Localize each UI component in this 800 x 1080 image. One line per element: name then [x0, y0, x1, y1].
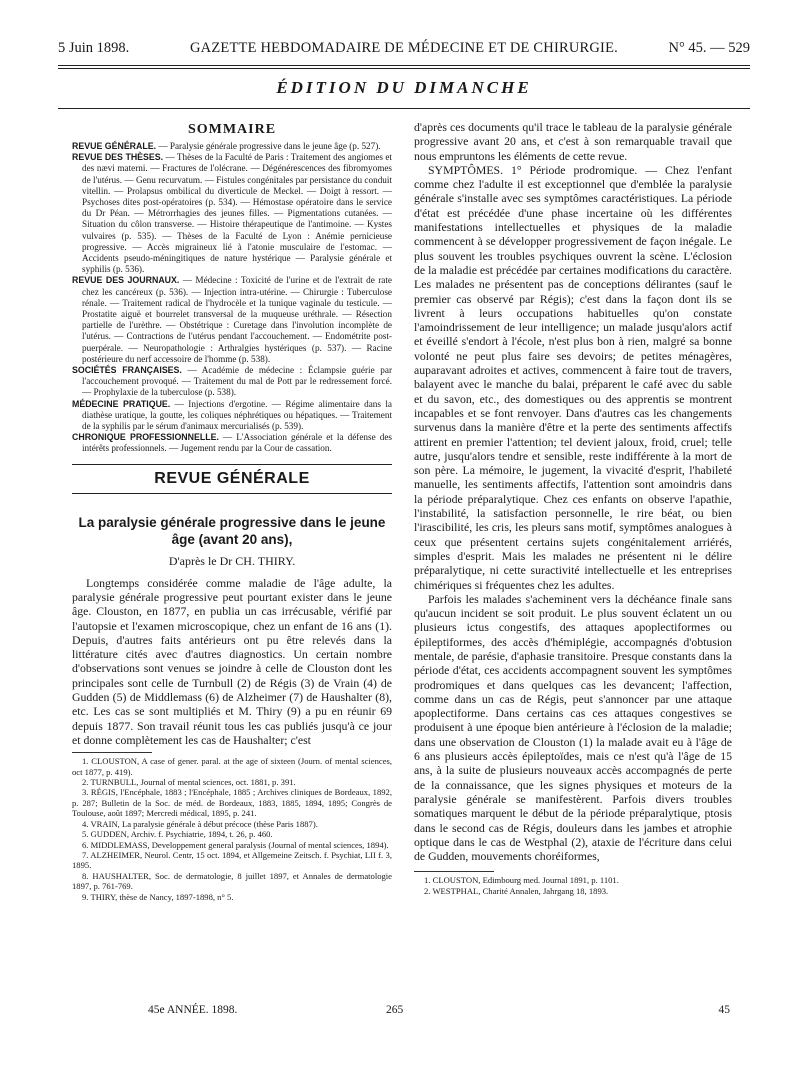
sommaire-text: — Médecine : Toxicité de l'urine et de l'extrait de rate chez les cancéreux (p. 536). — Injection intra-utérine. — Chirurgie : Tuberculose rénale. — Traitement radical de l'hydrocèle et la tunique vaginale du testicule. — Prostatite aiguë et bourrelet transversal de la muqueuse uréthrale. — Résection partielle de l'urèthre. — Obstétrique : Curetage dans l'involution incomplète de l'utérus. — Contractions de l'utérus pendant l'accouchement. — Endométrite post-puerpérale. — Neuropathologie : Arthralgies hystériques (p. 537). — Racine postérieure du nerf accessoire de l'homme (p. 538).: [82, 275, 392, 364]
article-body-right: [414, 120, 732, 863]
header-rule: [58, 65, 750, 66]
sommaire-list: [72, 141, 392, 455]
page-footer: [58, 1004, 750, 1020]
footnote: 7. ALZHEIMER, Neurol. Centr, 15 oct. 1894, et Allgemeine Zeitsch. f. Psychiat, LII f. 3, 1895.: [72, 849, 392, 871]
article-title: La paralysie générale progressive dans le jeune âge (avant 20 ans),: [78, 514, 386, 547]
sommaire-key: REVUE DES THÈSES.: [72, 152, 164, 163]
footnote-rule: [414, 871, 494, 872]
footnote: 1. CLOUSTON, A case of gener. paral. at the age of sixteen (Journ. of mental sciences, oct 1877, p. 419).: [72, 756, 392, 777]
footnote: 8. HAUSHALTER, Soc. de dermatologie, 8 juillet 1897, et Annales de dermatologie 1897, p. 761-769.: [72, 870, 392, 892]
footnote: 3. RÉGIS, l'Encéphale, 1883 ; l'Encéphale, 1885 ; Archives cliniques de Bordeaux, 1892, p. 287; Bulletin de la Soc. de méd. de Bordeaux, 1883, 1885, 1894, 1895; Congrès de Toulouse, août 1897; Mercredi médical, 1895, p. 241.: [72, 787, 392, 819]
sommaire-text: — Injections d'ergotine. — Régime alimentaire dans la diathèse uratique, la goutte, les coliques néphrétiques ou hépatiques. — Traitement de la syphilis par le sérum d'animaux mercurialisés (p. 539).: [82, 398, 392, 432]
paragraph: SYMPTÔMES. 1° Période prodromique. — Chez l'enfant comme chez l'adulte il est exceptionnel que d'emblée la paralysie générale s'installe avec ses symptômes caractéristiques. La période d'état est précédée d'une phase incertaine où les différentes manifestations intellectuelles et physiques de la maladie commencent à se développer progressivement de façon inégale. Le plus souvent les troubles psychiques ouvrent la scène. L'éclosion de la maladie est précédée par certaines modifications du caractère. Les malades ne présentent pas de conceptions délirantes (sauf le premier cas observé par Régis); c'est dans la façon dont ils se livrent à leurs occupations habituelles qu'on constate l'amoindrissement de leur intelligence; un malade jusqu'alors actif et éveillé s'endort à l'école, n'est plus bon à rien, malgré sa bonne volonté ne peut plus faire ses devoirs; de petites ménagères, auparavant adroites et actives, commencent à faire tout de travers, balayent avec le manche du balai, préparent le café avec du sable et du savon, etc., des domestiques ou des apprentis se montrent incapables et se font renvoyer. Dans d'autres cas les changements survenus dans la manière d'être et la perte des sentiments affectifs attirent en premier l'attention; tel devient jaloux, froid, cruel; telle autre, jusqu'alors tendre et sensible, reste indifférente à la mort de son père. La mémoire, le jugement, la vivacité d'esprit, l'habileté manuelle, les sentiments affectifs, l'attention sont amoindris dans la période préparalytique. Chez ces enfants on observe l'apathie, l'instabilité, la satisfaction personnelle, le rire béat, ou bien l'irascibilité, les cris, les pleurs sans motif, symptômes analogues à ceux que présentent certains sujets congénitalement arriérés, simples d'esprit. Mais les malades ne présentent ni le délire préparalytique, ni cette suractivité intellectuelle et les entreprises chimériques si fréquentes chez les adultes.: [414, 162, 732, 592]
footnote: 2. WESTPHAL, Charité Annalen, Jahrgang 18, 1893.: [424, 885, 609, 896]
article-body-left: [72, 576, 392, 748]
section-rule: [72, 464, 392, 465]
section-title: REVUE GÉNÉRALE: [154, 469, 310, 487]
left-column: [72, 120, 392, 902]
article-byline: D'après le Dr CH. THIRY.: [168, 553, 296, 568]
header-date: 5 Juin 1898.: [58, 40, 130, 56]
sommaire-text: — Académie de médecine : Éclampsie guérie par l'accouchement provoqué. — Traitement du mal de Pott par le redressement forcé. — Prophylaxie de la tuberculose (p. 538).: [82, 365, 393, 398]
sommaire-key: CHRONIQUE PROFESSIONNELLE.: [72, 432, 219, 443]
sommaire-text: — L'Association générale et la défense des intérêts professionnels. — Jugement rendu par la Cour de cassation.: [82, 432, 392, 454]
sommaire-key: SOCIÉTÉS FRANÇAISES.: [72, 365, 182, 376]
right-column: [414, 120, 732, 896]
footnote: 9. THIRY, thèse de Nancy, 1897-1898, n° 5.: [82, 891, 234, 902]
footer-year: 45e ANNÉE. 1898.: [148, 1004, 238, 1016]
header-journal-title: GAZETTE HEBDOMADAIRE DE MÉDECINE ET DE CHIRURGIE.: [190, 40, 618, 56]
footnotes-right: [414, 875, 732, 896]
sommaire-entry: [72, 141, 392, 152]
sommaire-title: SOMMAIRE: [187, 122, 277, 137]
footnote-rule: [72, 752, 152, 753]
paragraph: Parfois les malades s'acheminent vers la déchéance finale sans qu'aucun incident se soit produit. Le plus souvent éclatent un ou plusieurs ictus congestifs, des attaques apoplectiformes ou épileptiformes, des accès d'hémiplégie, accompagnés d'obtusion mentale, de parésie, d'aphasie transitoire. Presque constants dans la période d'état, ces accidents accompagnent souvent les symptômes prodromiques et dans quelques cas les devancent; l'affection, comme dans un cas de Régis, peut s'annoncer par une attaque apoplectiforme. Dans certains cas ces attaques congestives se produisent à une époque bien antérieure à l'éclosion de la maladie; dans une observation de Clouston (1) la malade avait eu à l'âge de 6 ans plusieurs accès épileptoïdes, mais ce n'est qu'à l'âge de 15 ans, à la suite de plusieurs nouveaux accès accompagnés de perte de la connaissance, que les signes physiques et moteurs de la paralysie générale se manifestèrent. Parfois divers troubles somatiques marquent le début de la période préparalytique, ptosis dans le second cas de Régis, douleurs dans les jambes et atrophie optique dans le cas de Westphal (2), ataxie de l'écriture dans celui de Gudden, mouvements choréiformes,: [414, 591, 732, 864]
footnote: 6. MIDDLEMASS, Developpement general paralysis (Journal of mental sciences, 1894).: [82, 839, 389, 850]
header-issue-page: N° 45. — 529: [668, 40, 750, 56]
sommaire-text: — Paralysie générale progressive dans le jeune âge (p. 527).: [156, 141, 381, 151]
edition-rule: [58, 108, 750, 109]
sommaire-entry: [72, 152, 392, 275]
footnote: 1. CLOUSTON, Edimbourg med. Journal 1891, p. 1101.: [424, 875, 619, 886]
running-header: [58, 40, 750, 60]
sommaire-key: MÉDECINE PRATIQUE.: [72, 398, 171, 409]
footnote: 4. VRAIN, La paralysie générale à début précoce (thèse Paris 1887).: [82, 818, 318, 829]
header-rule-double: [58, 68, 750, 69]
paragraph: Longtemps considérée comme maladie de l'âge adulte, la paralysie générale progressive peut pourtant exister dans le jeune âge. Clouston, en 1877, en publia un cas irrécusable, vérifié par l'autopsie et l'examen microscopique, chez un enfant de 16 ans (1). Depuis, d'autres faits antérieurs ont pu être relevés dans la littérature cités avec d'autres diagnostics. Un certain nombre d'observations sont venues se joindre à celle de Clouston dont les principales sont celle de Turnbull (2) de Régis (3) de Vrain (4) de Gudden (5) de Middlemass (6) de Alzheimer (7) de Haushalter (8), etc. Les cas se sont multipliés et M. Thiry (9) a pu en réunir 69 depuis 1877. Son travail réunit tous les cas publiés jusqu'à ce jour et donne complètement les cas de Haushalter; c'est: [72, 575, 392, 747]
paragraph: d'après ces documents qu'il trace le tableau de la paralysie générale progressive avant 20 ans, et c'est à son remarquable travail que nous empruntons les éléments de cette revue.: [414, 120, 732, 163]
edition-banner: ÉDITION DU DIMANCHE: [276, 78, 532, 97]
sommaire-key: REVUE GÉNÉRALE.: [72, 141, 157, 151]
sommaire-entry: [72, 365, 393, 399]
section-rule-bottom: [72, 493, 392, 494]
sommaire-entry: [72, 275, 392, 365]
footnote: 2. TURNBULL, Journal of mental sciences, oct. 1881, p. 391.: [82, 777, 296, 788]
sommaire-key: REVUE DES JOURNAUX.: [72, 275, 180, 286]
footnote: 5. GUDDEN, Archiv. f. Psychiatrie, 1894, t. 26, p. 460.: [82, 829, 273, 840]
footnotes-left: [72, 756, 392, 902]
sommaire-entry: [72, 432, 392, 454]
sommaire-entry: [72, 398, 392, 433]
sommaire-text: — Thèses de la Faculté de Paris : Traitement des angiomes et des nævi materni. — Fractures de l'olécrane. — Dégénérescences des fibromyomes de l'utérus. — Genu recurvatum. — Fistules congénitales par persistance du conduit vitellin. — Prolapsus ombilical du diverticule de Meckel. — Doigt à ressort. — Psychoses dites post-opératoires (p. 534). — Hémostase opératoire dans le service du Dr Péan. — Métrorrhagies des jeunes filles. — Pigmentations cutanées. — Situation du côlon transverse. — Histoire thérapeutique de l'antimoine. — Kystes vulvaires (p. 535). — Thèses de la Faculté de Lyon : Anémie pernicieuse progressive. — Accès migraineux lié à l'atonie musculaire de l'estomac. — Accidents pseudo-méningitiques de nature hystérique — Paralysie générale et syphilis (p. 536).: [82, 152, 392, 275]
footer-sheet-number: 265: [386, 1004, 404, 1016]
footer-page-number: 45: [718, 1004, 730, 1016]
